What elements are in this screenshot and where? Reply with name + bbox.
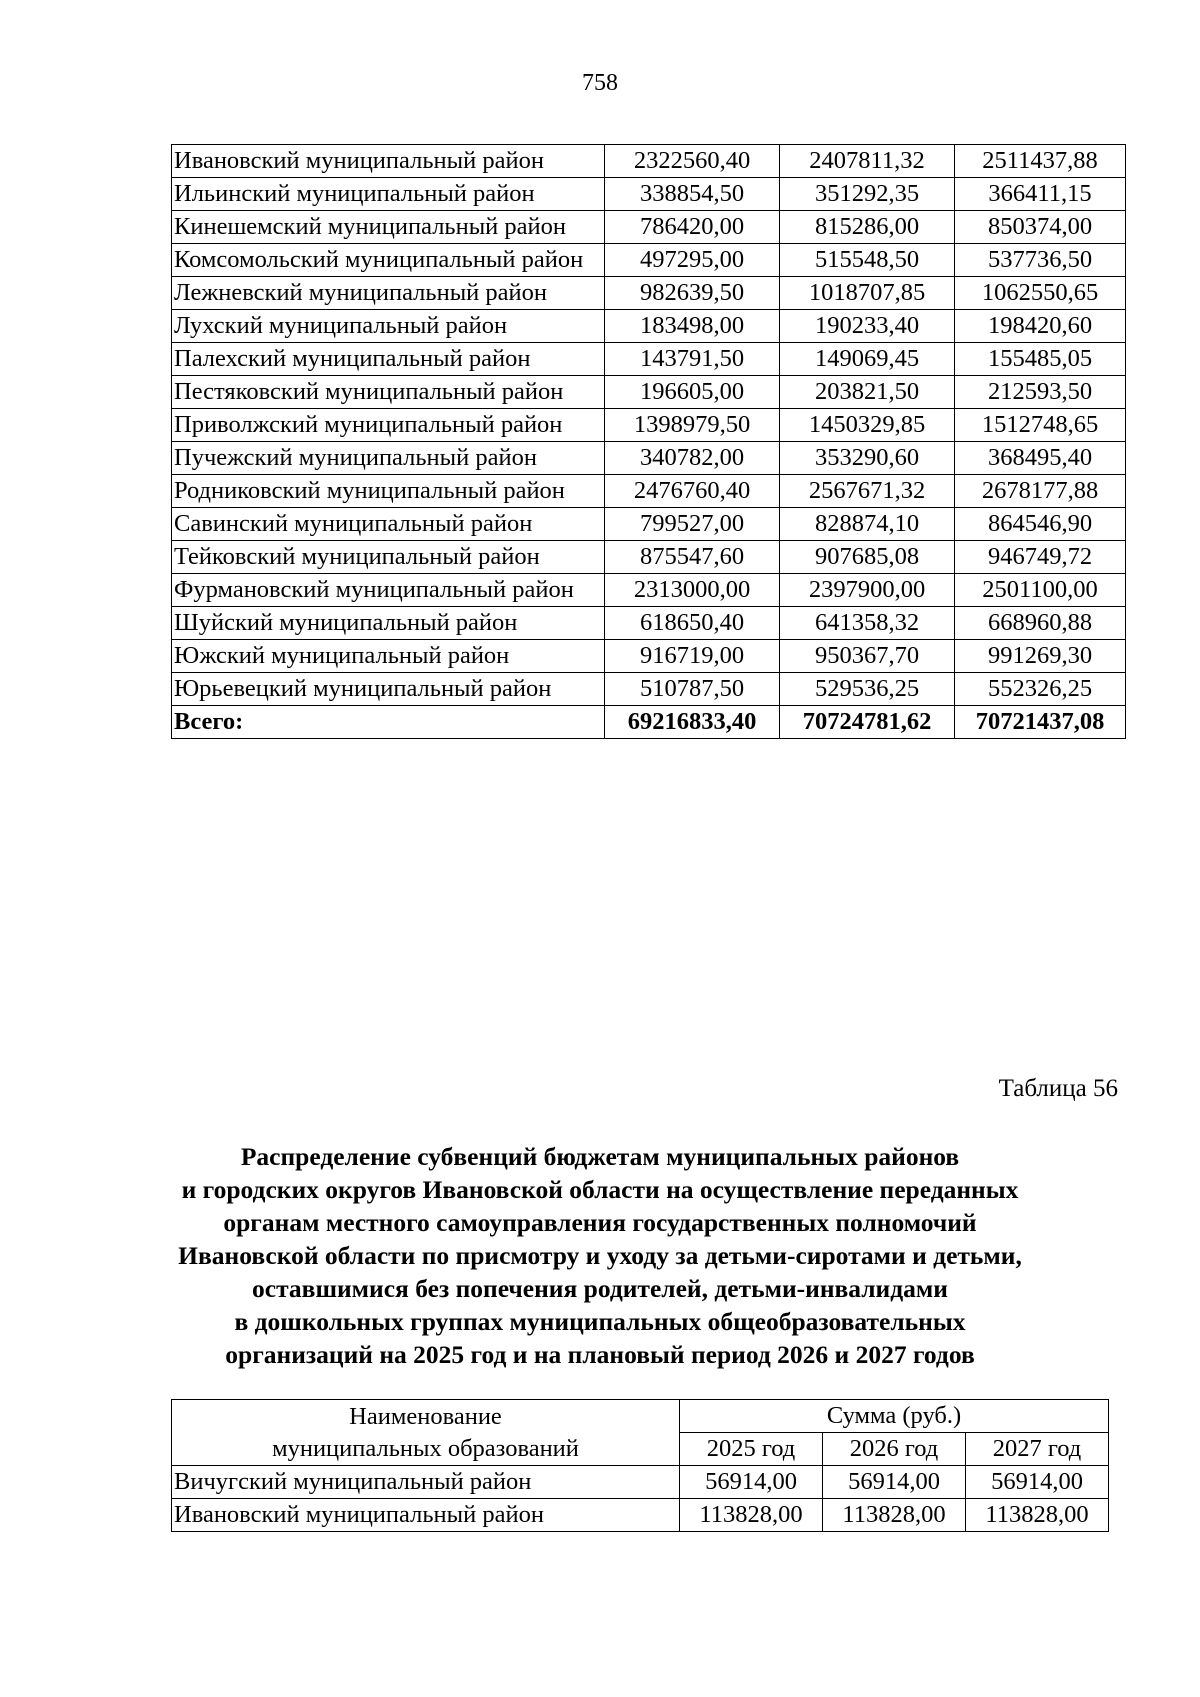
value-2025-cell: 875547,60 <box>605 541 780 574</box>
value-2026-cell: 149069,45 <box>780 343 955 376</box>
value-2027-cell: 668960,88 <box>955 607 1126 640</box>
table-row <box>172 607 1126 640</box>
name-cell: Савинский муниципальный район <box>172 508 605 541</box>
table-heading <box>150 1140 1050 1371</box>
name-cell: Вичугский муниципальный район <box>172 1466 680 1499</box>
table-row <box>172 310 1126 343</box>
value-2026-cell: 56914,00 <box>823 1466 966 1499</box>
heading-line: организаций на 2025 год и на плановый период 2026 и 2027 годов <box>225 1340 975 1369</box>
table-row <box>172 277 1126 310</box>
value-2026-cell: 1018707,85 <box>780 277 955 310</box>
value-2026-cell: 70724781,62 <box>780 706 955 739</box>
value-2025-cell: 196605,00 <box>605 376 780 409</box>
value-2026-cell: 351292,35 <box>780 178 955 211</box>
value-2027-cell: 70721437,08 <box>955 706 1126 739</box>
value-2025-cell: 497295,00 <box>605 244 780 277</box>
header-year-2025: 2025 год <box>680 1433 823 1466</box>
header-sum-cell: Сумма (руб.) <box>680 1400 1109 1433</box>
table-header-row <box>172 1400 1109 1433</box>
value-2025-cell: 786420,00 <box>605 211 780 244</box>
value-2025-cell: 2476760,40 <box>605 475 780 508</box>
table-row <box>172 508 1126 541</box>
name-cell: Ивановский муниципальный район <box>172 145 605 178</box>
name-cell: Лухский муниципальный район <box>172 310 605 343</box>
name-cell: Тейковский муниципальный район <box>172 541 605 574</box>
header-name-line: Наименование <box>349 1402 502 1430</box>
value-2025-cell: 916719,00 <box>605 640 780 673</box>
value-2025-cell: 113828,00 <box>680 1499 823 1532</box>
value-2027-cell: 1512748,65 <box>955 409 1126 442</box>
name-cell: Приволжский муниципальный район <box>172 409 605 442</box>
name-cell: Кинешемский муниципальный район <box>172 211 605 244</box>
table-row <box>172 211 1126 244</box>
table-caption: Таблица 56 <box>998 1075 1118 1102</box>
value-2025-cell: 618650,40 <box>605 607 780 640</box>
value-2025-cell: 982639,50 <box>605 277 780 310</box>
table-row <box>172 673 1126 706</box>
name-cell: Родниковский муниципальный район <box>172 475 605 508</box>
value-2027-cell: 991269,30 <box>955 640 1126 673</box>
subvention-table <box>171 1399 1109 1532</box>
name-cell: Фурмановский муниципальный район <box>172 574 605 607</box>
table-row <box>172 376 1126 409</box>
value-2026-cell: 828874,10 <box>780 508 955 541</box>
value-2026-cell: 950367,70 <box>780 640 955 673</box>
value-2026-cell: 2407811,32 <box>780 145 955 178</box>
name-cell: Лежневский муниципальный район <box>172 277 605 310</box>
value-2027-cell: 537736,50 <box>955 244 1126 277</box>
value-2025-cell: 69216833,40 <box>605 706 780 739</box>
page-number: 758 <box>582 70 618 96</box>
value-2025-cell: 56914,00 <box>680 1466 823 1499</box>
value-2027-cell: 552326,25 <box>955 673 1126 706</box>
table-row <box>172 1466 1109 1499</box>
name-cell: Пестяковский муниципальный район <box>172 376 605 409</box>
value-2026-cell: 1450329,85 <box>780 409 955 442</box>
value-2027-cell: 2678177,88 <box>955 475 1126 508</box>
value-2025-cell: 183498,00 <box>605 310 780 343</box>
value-2025-cell: 338854,50 <box>605 178 780 211</box>
name-cell: Всего: <box>172 706 605 739</box>
header-year-2027: 2027 год <box>966 1433 1109 1466</box>
value-2025-cell: 143791,50 <box>605 343 780 376</box>
value-2026-cell: 815286,00 <box>780 211 955 244</box>
table-row <box>172 442 1126 475</box>
name-cell: Комсомольский муниципальный район <box>172 244 605 277</box>
value-2026-cell: 203821,50 <box>780 376 955 409</box>
value-2027-cell: 946749,72 <box>955 541 1126 574</box>
value-2025-cell: 799527,00 <box>605 508 780 541</box>
table-row <box>172 574 1126 607</box>
header-name-cell <box>172 1400 680 1466</box>
table-row <box>172 475 1126 508</box>
value-2026-cell: 353290,60 <box>780 442 955 475</box>
value-2027-cell: 198420,60 <box>955 310 1126 343</box>
value-2027-cell: 2501100,00 <box>955 574 1126 607</box>
heading-line: органам местного самоуправления государственных полномочий <box>223 1208 977 1237</box>
header-name-line: муниципальных образований <box>272 1434 579 1462</box>
value-2025-cell: 2313000,00 <box>605 574 780 607</box>
name-cell: Юрьевецкий муниципальный район <box>172 673 605 706</box>
value-2026-cell: 113828,00 <box>823 1499 966 1532</box>
value-2027-cell: 113828,00 <box>966 1499 1109 1532</box>
header-year-2026: 2026 год <box>823 1433 966 1466</box>
table-row <box>172 244 1126 277</box>
name-cell: Ильинский муниципальный район <box>172 178 605 211</box>
value-2027-cell: 366411,15 <box>955 178 1126 211</box>
name-cell: Ивановский муниципальный район <box>172 1499 680 1532</box>
name-cell: Пучежский муниципальный район <box>172 442 605 475</box>
value-2026-cell: 529536,25 <box>780 673 955 706</box>
value-2027-cell: 212593,50 <box>955 376 1126 409</box>
heading-line: Распределение субвенций бюджетам муниципальных районов <box>240 1142 960 1171</box>
value-2026-cell: 2397900,00 <box>780 574 955 607</box>
value-2025-cell: 2322560,40 <box>605 145 780 178</box>
table-row <box>172 409 1126 442</box>
name-cell: Южский муниципальный район <box>172 640 605 673</box>
value-2027-cell: 864546,90 <box>955 508 1126 541</box>
table-row <box>172 706 1126 739</box>
value-2027-cell: 155485,05 <box>955 343 1126 376</box>
name-cell: Шуйский муниципальный район <box>172 607 605 640</box>
heading-line: и городских округов Ивановской области на осуществление переданных <box>181 1175 1019 1204</box>
heading-line: оставшимися без попечения родителей, детьми-инвалидами <box>252 1274 948 1303</box>
distribution-table-continued <box>171 144 1126 739</box>
table-row <box>172 1499 1109 1532</box>
table-row <box>172 541 1126 574</box>
value-2026-cell: 641358,32 <box>780 607 955 640</box>
value-2025-cell: 340782,00 <box>605 442 780 475</box>
value-2025-cell: 1398979,50 <box>605 409 780 442</box>
name-cell: Палехский муниципальный район <box>172 343 605 376</box>
value-2025-cell: 510787,50 <box>605 673 780 706</box>
heading-line: в дошкольных группах муниципальных общеобразовательных <box>234 1307 966 1336</box>
value-2027-cell: 2511437,88 <box>955 145 1126 178</box>
value-2027-cell: 850374,00 <box>955 211 1126 244</box>
value-2026-cell: 515548,50 <box>780 244 955 277</box>
table-row <box>172 640 1126 673</box>
value-2027-cell: 56914,00 <box>966 1466 1109 1499</box>
table-row <box>172 145 1126 178</box>
heading-line: Ивановской области по присмотру и уходу за детьми-сиротами и детьми, <box>178 1241 1022 1270</box>
table-row <box>172 343 1126 376</box>
value-2026-cell: 190233,40 <box>780 310 955 343</box>
table-row <box>172 178 1126 211</box>
value-2027-cell: 368495,40 <box>955 442 1126 475</box>
value-2027-cell: 1062550,65 <box>955 277 1126 310</box>
value-2026-cell: 2567671,32 <box>780 475 955 508</box>
value-2026-cell: 907685,08 <box>780 541 955 574</box>
